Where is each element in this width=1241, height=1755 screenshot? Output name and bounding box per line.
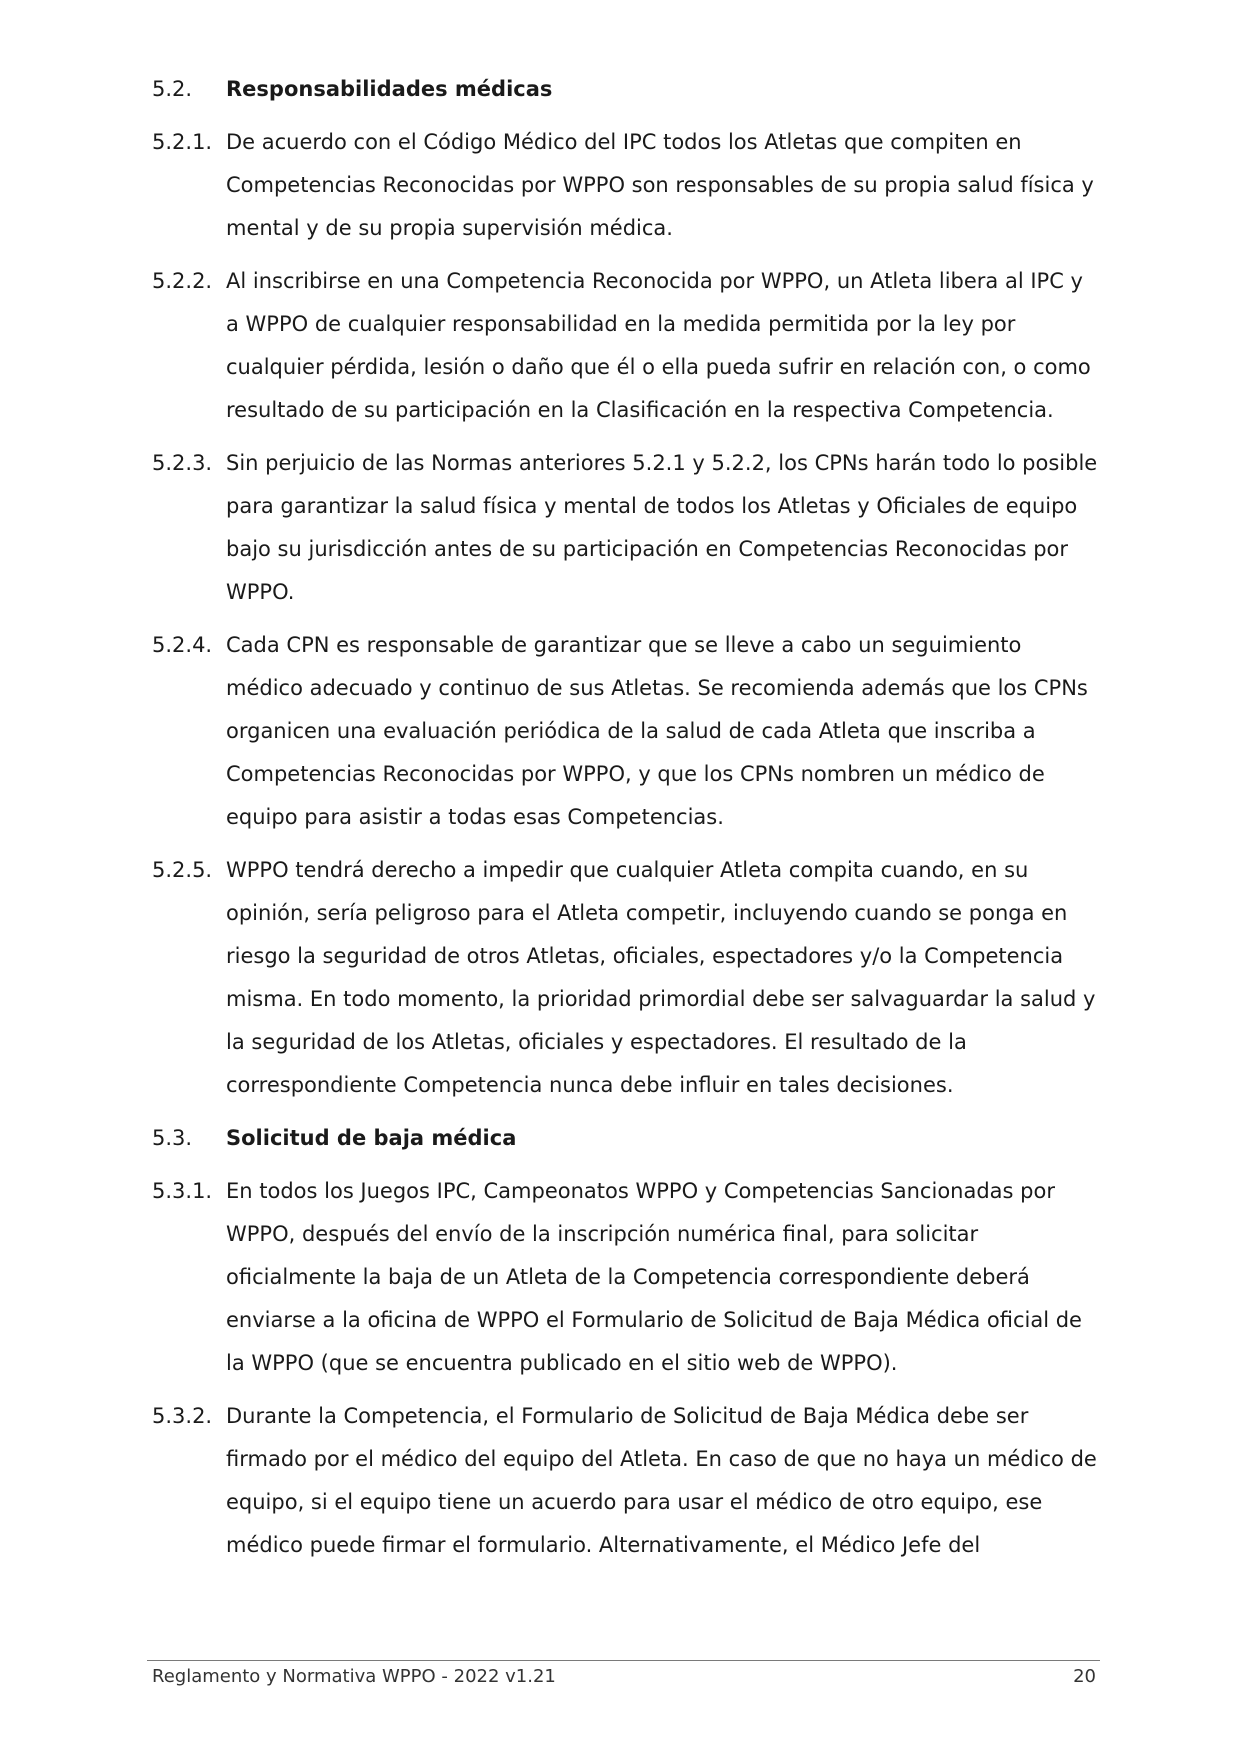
clause-text: WPPO tendrá derecho a impedir que cualquier Atleta compita cuando, en su opinión, sería peligroso para el Atleta competir, incluyendo cuando se ponga en riesgo la seguridad de otros Atletas, oficiales, espectadores y/o la Competencia misma. En todo momento, la prioridad primordial debe ser salvaguardar la salud y la seguridad de los Atletas, oficiales y espectadores. El resultado de la correspondiente Competencia nunca debe influir en tales decisiones. [226,858,1096,1097]
clause-text: Al inscribirse en una Competencia Reconocida por WPPO, un Atleta libera al IPC y a WPPO de cualquier responsabilidad en la medida permitida por la ley por cualquier pérdida, lesión o daño que él o ella pueda sufrir en relación con, o como resultado de su participación en la Clasificación en la respectiva Competencia. [226,269,1091,422]
clause-number: 5.2.3. [152,451,213,475]
clause [152,624,1098,839]
clause [152,121,1098,250]
section-number: 5.2. [152,77,193,101]
section-heading [152,68,1098,111]
clause [152,1395,1098,1567]
footer-divider [147,1660,1100,1661]
clause [152,260,1098,432]
clause-text: Sin perjuicio de las Normas anteriores 5.2.1 y 5.2.2, los CPNs harán todo lo posible para garantizar la salud física y mental de todos los Atletas y Oficiales de equipo bajo su jurisdicción antes de su participación en Competencias Reconocidas por WPPO. [226,451,1098,604]
clause-text: Cada CPN es responsable de garantizar que se lleve a cabo un seguimiento médico adecuado y continuo de sus Atletas. Se recomienda además que los CPNs organicen una evaluación periódica de la salud de cada Atleta que inscriba a Competencias Reconocidas por WPPO, y que los CPNs nombren un médico de equipo para asistir a todas esas Competencias. [226,633,1088,829]
footer-page-number: 20 [1073,1666,1096,1687]
clause-text: De acuerdo con el Código Médico del IPC todos los Atletas que compiten en Competencias Reconocidas por WPPO son responsables de su propia salud física y mental y de su propia supervisión médica. [226,130,1094,240]
clause-number: 5.2.5. [152,858,213,882]
clause-number: 5.2.1. [152,130,213,154]
clause-number: 5.2.4. [152,633,213,657]
clause-number: 5.3.2. [152,1404,213,1428]
section-title: Solicitud de baja médica [226,1126,517,1150]
clause-text: En todos los Juegos IPC, Campeonatos WPPO y Competencias Sancionadas por WPPO, después del envío de la inscripción numérica final, para solicitar oficialmente la baja de un Atleta de la Competencia correspondiente deberá enviarse a la oficina de WPPO el Formulario de Solicitud de Baja Médica oficial de la WPPO (que se encuentra publicado en el sitio web de WPPO). [226,1179,1082,1375]
footer-document-title: Reglamento y Normativa WPPO - 2022 v1.21 [152,1666,556,1687]
section-number: 5.3. [152,1126,193,1150]
clause-number: 5.3.1. [152,1179,213,1203]
clause [152,442,1098,614]
section-heading [152,1117,1098,1160]
clause [152,849,1098,1107]
page-content [152,68,1098,1577]
clause [152,1170,1098,1385]
section-title: Responsabilidades médicas [226,77,553,101]
clause-text: Durante la Competencia, el Formulario de Solicitud de Baja Médica debe ser firmado por el médico del equipo del Atleta. En caso de que no haya un médico de equipo, si el equipo tiene un acuerdo para usar el médico de otro equipo, ese médico puede firmar el formulario. Alternativamente, el Médico Jefe del [226,1404,1097,1557]
clause-number: 5.2.2. [152,269,213,293]
